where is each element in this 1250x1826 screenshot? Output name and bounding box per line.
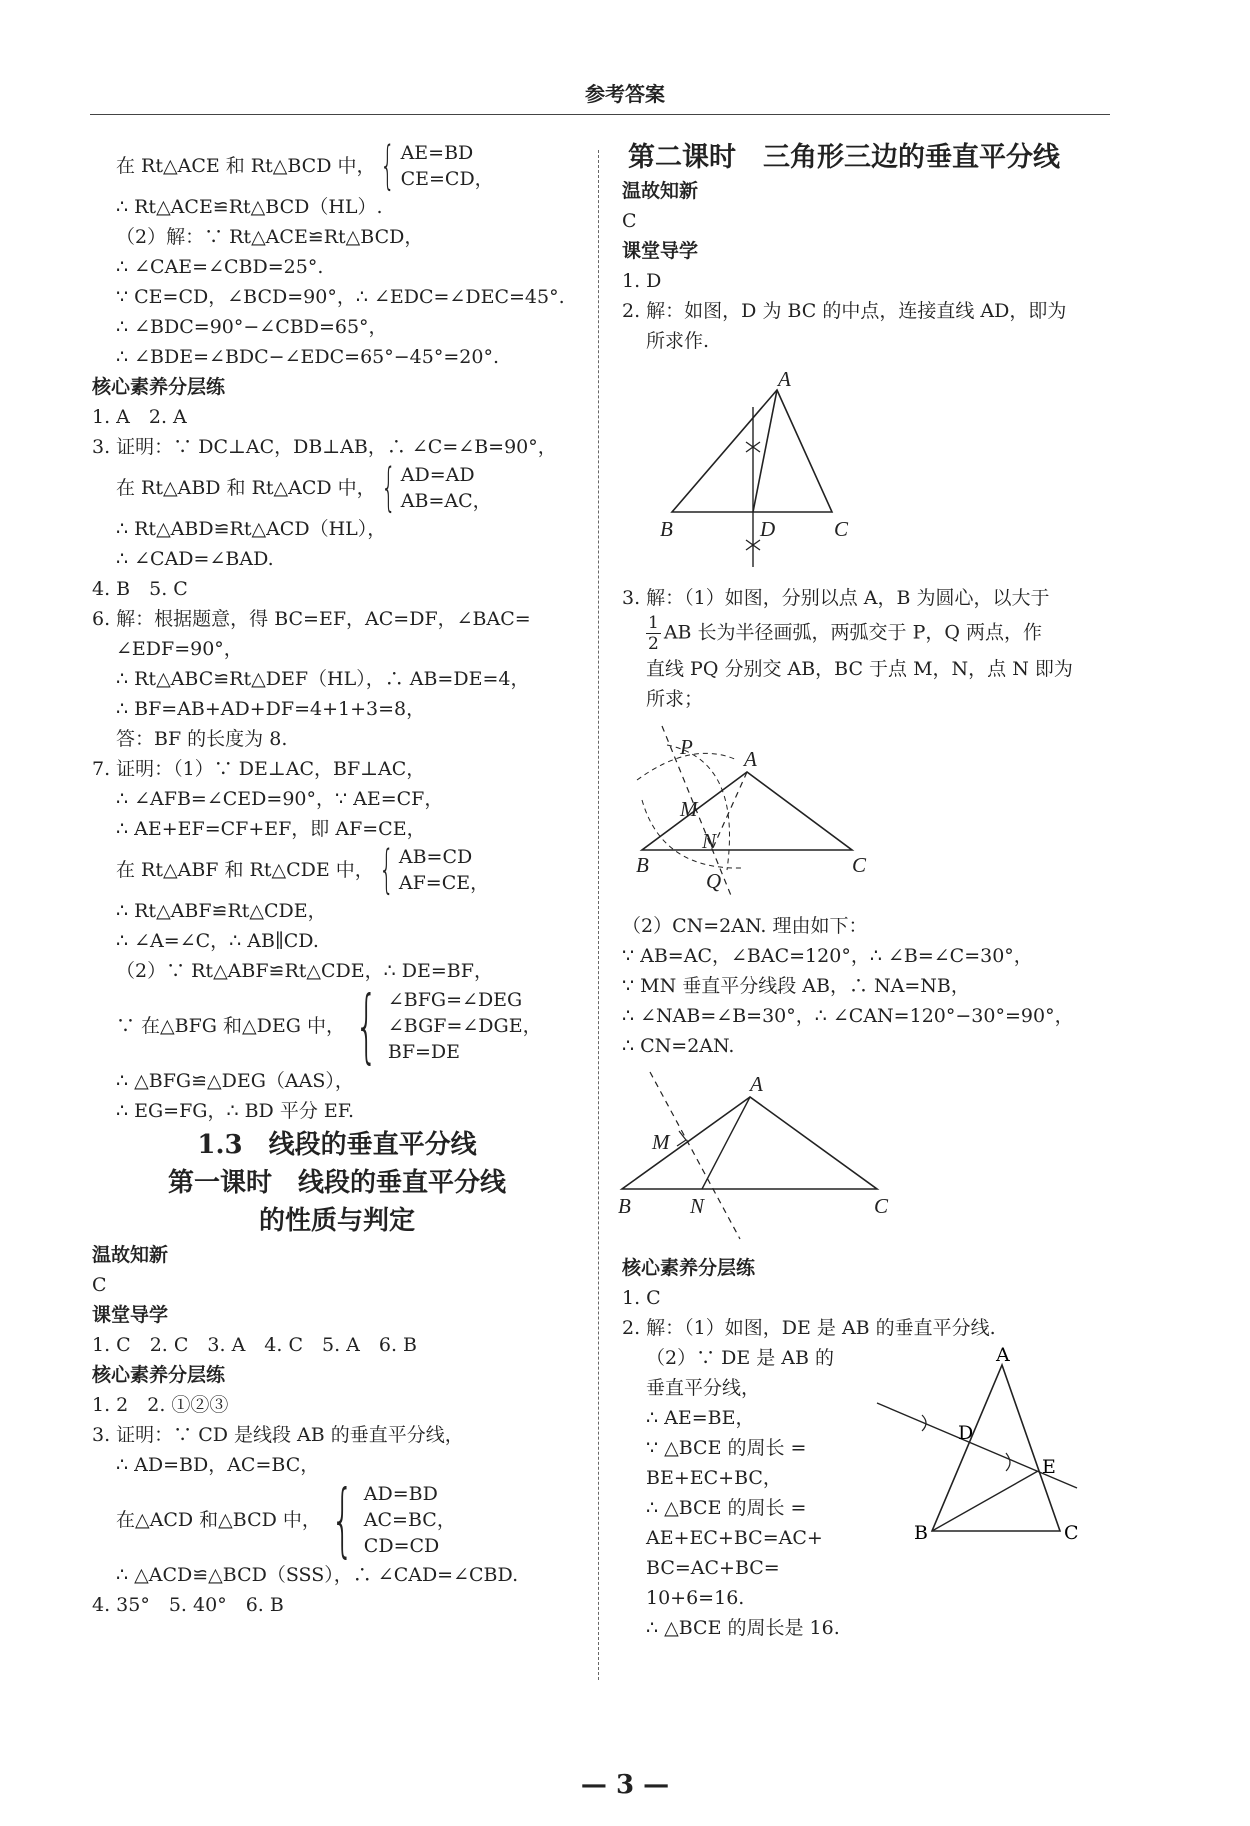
label-a: A	[744, 747, 757, 771]
perpendicular-bisector-figure	[622, 720, 1122, 905]
line: ∴ BF=AB+AD+DF=4+1+3=8，	[116, 698, 426, 720]
brace: {	[378, 840, 394, 900]
line: BE+EC+BC，	[646, 1467, 782, 1489]
brace: {	[380, 458, 396, 518]
answer-line: 4. B 5. C	[92, 578, 188, 600]
line: ∴ AD=BD，AC=BC，	[116, 1454, 320, 1476]
segment-ad	[753, 390, 777, 512]
equation-stack	[364, 1481, 456, 1559]
equation: AB=AC，	[400, 490, 492, 512]
line: ∵ △BCE 的周长 =	[646, 1437, 807, 1459]
equation-stack	[401, 140, 494, 192]
line: ∴ △ACD≌△BCD（SSS），∴ ∠CAD=∠CBD.	[116, 1564, 519, 1586]
answer-line: C	[92, 1274, 107, 1296]
section-title: 1.3 线段的垂直平分线	[197, 1130, 477, 1160]
system-bfg-deg	[92, 979, 582, 1072]
section-heading: 课堂导学	[92, 1304, 169, 1326]
equation-stack	[399, 844, 489, 896]
left-column	[92, 136, 582, 1620]
segment-an	[712, 772, 747, 850]
equation: AD=AD	[400, 464, 475, 486]
label-b: B	[660, 517, 673, 541]
label-n: N	[702, 829, 717, 853]
line: ∴ EG=FG，∴ BD 平分 EF.	[116, 1100, 354, 1122]
label-b: B	[914, 1522, 928, 1544]
line: ∴ Rt△ABF≌Rt△CDE，	[116, 900, 327, 922]
line: ∵ MN 垂直平分线段 AB，∴ NA=NB，	[622, 975, 970, 997]
answer-line: 6. 解：根据题意，得 BC=EF，AC=DF，∠BAC=	[92, 608, 531, 630]
text: 在 Rt△ABF 和 Rt△CDE 中，	[116, 859, 374, 881]
label-m: M	[652, 1130, 670, 1154]
line: （2）∵ DE 是 AB 的	[646, 1347, 835, 1369]
answer-line: 3. 证明：∵ CD 是线段 AB 的垂直平分线，	[92, 1424, 464, 1446]
line: ∴ ∠A=∠C，∴ AB∥CD.	[116, 930, 319, 952]
triangle-abc	[642, 772, 852, 850]
label-c: C	[834, 517, 849, 541]
answer-line: 7. 证明：（1）∵ DE⊥AC，BF⊥AC，	[92, 758, 426, 780]
equation: AE=BD	[400, 142, 474, 164]
equation: CD=CD	[363, 1535, 440, 1557]
label-n: N	[690, 1194, 705, 1218]
right-column	[618, 140, 1122, 1643]
line: 垂直平分线，	[646, 1377, 761, 1399]
text: 在 Rt△ABD 和 Rt△ACD 中，	[116, 477, 376, 499]
line: 直线 PQ 分别交 AB，BC 于点 M，N，点 N 即为	[646, 658, 1073, 680]
system-acd-bcd	[92, 1473, 582, 1566]
line: ∴ CN=2AN.	[622, 1035, 735, 1057]
answer-line: 1. A 2. A	[92, 406, 187, 428]
line: ∴ Rt△ABD≌Rt△ACD（HL），	[116, 518, 387, 540]
arc-mark	[1006, 1453, 1010, 1471]
line: ∴ ∠AFB=∠CED=90°，∵ AE=CF，	[116, 788, 444, 810]
triangle-median-figure	[622, 362, 1122, 577]
line: （2）∵ Rt△ABF≌Rt△CDE，∴ DE=BF，	[116, 960, 493, 982]
line: ∴ ∠CAE=∠CBD=25°.	[116, 256, 324, 278]
bce-perimeter-figure	[872, 1343, 1122, 1553]
section-heading: 温故知新	[92, 1244, 169, 1266]
equation-stack	[401, 462, 492, 514]
answer-line: 1. C	[622, 1287, 661, 1309]
equation: ∠BGF=∠DGE，	[387, 1015, 542, 1037]
equation: BF=DE	[387, 1041, 461, 1063]
line	[622, 613, 1122, 654]
label-p: P	[680, 735, 693, 759]
answer-line: 3. 解：（1）如图，分别以点 A，B 为圆心，以大于	[622, 587, 1050, 609]
equation: AC=BC，	[363, 1509, 456, 1531]
fraction-numerator: 1	[648, 613, 659, 633]
section-heading: 核心素养分层练	[92, 1364, 226, 1386]
line: ∴ Rt△ABC≌Rt△DEF（HL），∴ AB=DE=4，	[116, 668, 530, 690]
line: ∵ AB=AC，∠BAC=120°，∴ ∠B=∠C=30°，	[622, 945, 1033, 967]
system-abf-cde	[92, 840, 582, 900]
line: 所求作.	[646, 330, 710, 352]
section-heading: 课堂导学	[622, 240, 699, 262]
equation-stack	[388, 987, 542, 1065]
line: ∴ AE+EF=CF+EF，即 AF=CE，	[116, 818, 426, 840]
fraction-denominator: 2	[648, 634, 659, 654]
text: AB 长为半径画弧，两弧交于 P，Q 两点，作	[663, 621, 1042, 644]
label-b: B	[618, 1194, 631, 1218]
system-abd-acd	[92, 458, 582, 518]
cn-2an-figure	[618, 1067, 1122, 1247]
label-c: C	[874, 1194, 889, 1218]
label-c: C	[852, 853, 867, 877]
page-header-title: 参考答案	[585, 82, 665, 106]
line: 所求；	[646, 688, 704, 710]
line: ∠EDF=90°，	[116, 638, 243, 660]
label-e: E	[1042, 1456, 1056, 1478]
equation: AB=CD	[398, 846, 473, 868]
label-d: D	[760, 517, 776, 541]
label-a: A	[996, 1344, 1010, 1366]
answer-line: 4. 35° 5. 40° 6. B	[92, 1594, 284, 1616]
page-number: — 3 —	[580, 1770, 670, 1800]
triangle-abc	[672, 390, 832, 512]
label-d: D	[958, 1422, 974, 1444]
line: ∴ △BFG≌△DEG（AAS），	[116, 1070, 354, 1092]
line: （2）解：∵ Rt△ACE≌Rt△BCD，	[116, 226, 424, 248]
section-heading: 核心素养分层练	[622, 1257, 756, 1279]
answer-line: （2）CN=2AN. 理由如下：	[622, 915, 868, 937]
line: ∴ △BCE 的周长是 16.	[646, 1617, 840, 1639]
section-subtitle: 第一课时 线段的垂直平分线	[167, 1168, 506, 1198]
line: 10+6=16.	[646, 1587, 745, 1609]
line: ∴ ∠CAD=∠BAD.	[116, 548, 274, 570]
answer-line: 2. 解：（1）如图，DE 是 AB 的垂直平分线.	[622, 1317, 996, 1339]
brace: {	[380, 136, 396, 196]
answer-line: 1. 2 2. ①②③	[92, 1394, 229, 1416]
q2-block	[622, 1343, 1122, 1643]
text: 在△ACD 和△BCD 中，	[116, 1509, 321, 1531]
triangle-abc	[932, 1365, 1060, 1531]
text: ∵ 在△BFG 和△DEG 中，	[116, 1015, 345, 1037]
equation: ∠BFG=∠DEG	[387, 989, 523, 1011]
equation: AF=CE，	[398, 872, 490, 894]
answer-line: 3. 证明：∵ DC⊥AC，DB⊥AB，∴ ∠C=∠B=90°，	[92, 436, 557, 458]
line: ∵ CE=CD，∠BCD=90°，∴ ∠EDC=∠DEC=45°.	[116, 286, 565, 308]
line: ∴ ∠BDC=90°−∠CBD=65°，	[116, 316, 388, 338]
line: ∴ AE=BE，	[646, 1407, 755, 1429]
answer-line: 1. D	[622, 270, 662, 292]
line: ∴ △BCE 的周长 =	[646, 1497, 807, 1519]
line: AE+EC+BC=AC+	[646, 1527, 823, 1549]
brace: {	[354, 979, 378, 1072]
line: ∴ ∠BDE=∠BDC−∠EDC=65°−45°=20°.	[116, 346, 499, 368]
line: 答：BF 的长度为 8.	[116, 728, 288, 750]
label-q: Q	[706, 869, 722, 893]
answer-line: 2. 解：如图，D 为 BC 的中点，连接直线 AD，即为	[622, 300, 1067, 322]
equation: AD=BD	[363, 1483, 438, 1505]
answer-line: 1. C 2. C 3. A 4. C 5. A 6. B	[92, 1334, 418, 1356]
label-a: A	[750, 1072, 763, 1096]
answer-line: C	[622, 210, 637, 232]
system-ace-bcd	[92, 136, 582, 196]
section-heading: 温故知新	[622, 180, 699, 202]
line: ∴ Rt△ACE≌Rt△BCD（HL）.	[116, 196, 383, 218]
text: 在 Rt△ACE 和 Rt△BCD 中，	[116, 155, 376, 177]
equation: CE=CD，	[400, 168, 494, 190]
brace: {	[330, 1473, 354, 1566]
segment-be	[932, 1471, 1038, 1531]
segment-an	[702, 1097, 750, 1189]
line: BC=AC+BC=	[646, 1557, 780, 1579]
label-b: B	[636, 853, 649, 877]
section-subtitle: 的性质与判定	[258, 1206, 415, 1236]
header-rule	[90, 114, 1110, 115]
column-divider	[598, 150, 599, 1680]
label-a: A	[778, 367, 791, 391]
fraction-half	[646, 613, 661, 654]
section-title: 第二课时 三角形三边的垂直平分线	[628, 142, 1060, 173]
line: ∴ ∠NAB=∠B=30°，∴ ∠CAN=120°−30°=90°，	[622, 1005, 1074, 1027]
label-m: M	[680, 797, 698, 821]
section-heading: 核心素养分层练	[92, 376, 226, 398]
label-c: C	[1064, 1522, 1079, 1544]
